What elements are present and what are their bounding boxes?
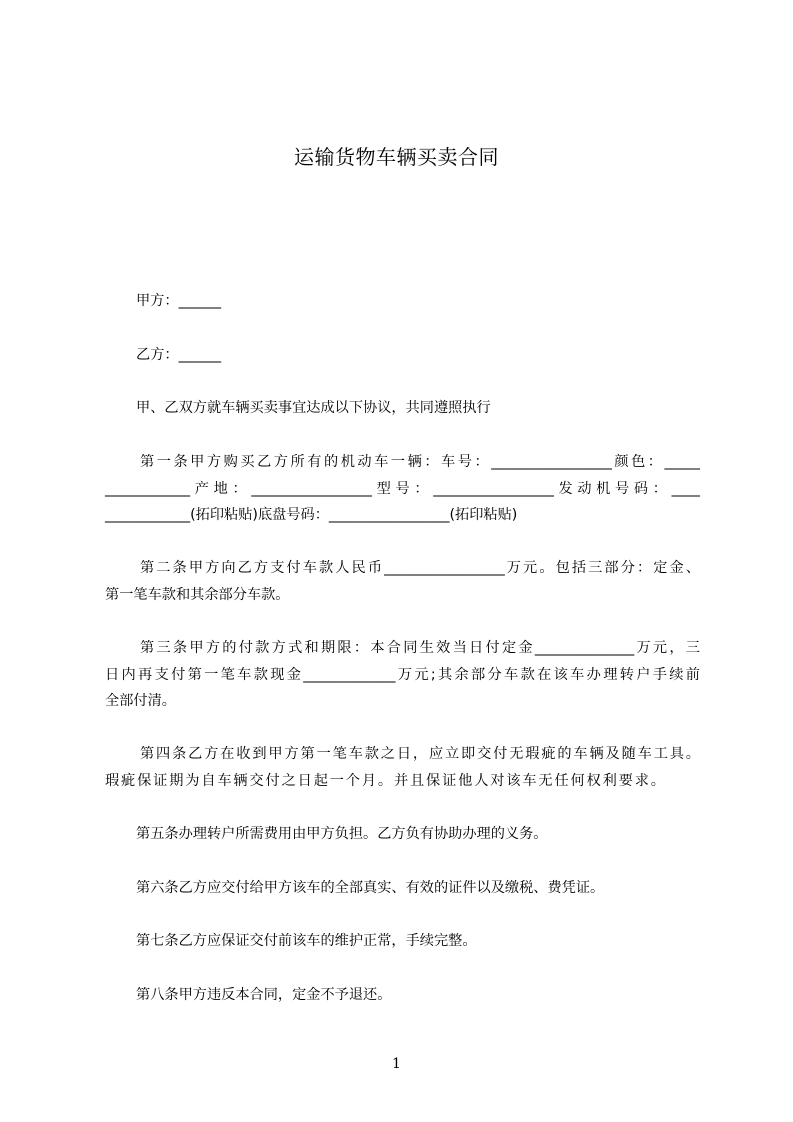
article3-line2: 日内再支付第一笔车款现金_____________万元;其余部分车款在该车办理转户手续前: [105, 667, 700, 683]
article6-paragraph: 第六条乙方应交付给甲方该车的全部真实、有效的证件以及缴税、费凭证。: [136, 880, 605, 896]
article5-paragraph: 第五条办理转户所需费用由甲方负担。乙方负有协助办理的义务。: [136, 826, 548, 842]
article2-line1: 第二条甲方向乙方支付车款人民币_________________万元。包括三部分：定金、: [140, 560, 700, 576]
party-b-line: 乙方：______: [136, 347, 222, 363]
intro-paragraph: 甲、乙双方就车辆买卖事宜达成以下协议，共同遵照执行: [136, 400, 491, 416]
document-title: 运输货物车辆买卖合同: [294, 145, 499, 169]
article1-line3: ____________(拓印粘贴)底盘号码：_________________(拓印粘贴): [105, 507, 518, 523]
article4-line2: 瑕疵保证期为自车辆交付之日起一个月。并且保证他人对该车无任何权利要求。: [105, 773, 665, 789]
page-number: 1: [392, 1056, 401, 1072]
article1-line1: 第一条甲方购买乙方所有的机动车一辆：车号：_________________颜色：_____: [140, 454, 700, 470]
article7-paragraph: 第七条乙方应保证交付前该车的维护正常，手续完整。: [136, 933, 477, 949]
article3-line1: 第三条甲方的付款方式和期限：本合同生效当日付定金______________万元，三: [140, 640, 700, 656]
article2-line2: 第一笔车款和其余部分车款。: [105, 587, 290, 603]
article1-line2: ____________产地：_________________型号：_________________发动机号码：____: [105, 481, 700, 497]
article4-line1: 第四条乙方在收到甲方第一笔车款之日，应立即交付无瑕疵的车辆及随车工具。: [140, 746, 700, 762]
article3-line3: 全部付清。: [105, 693, 176, 709]
article8-paragraph: 第八条甲方违反本合同，定金不予退还。: [136, 987, 392, 1003]
party-a-line: 甲方：______: [136, 293, 222, 309]
